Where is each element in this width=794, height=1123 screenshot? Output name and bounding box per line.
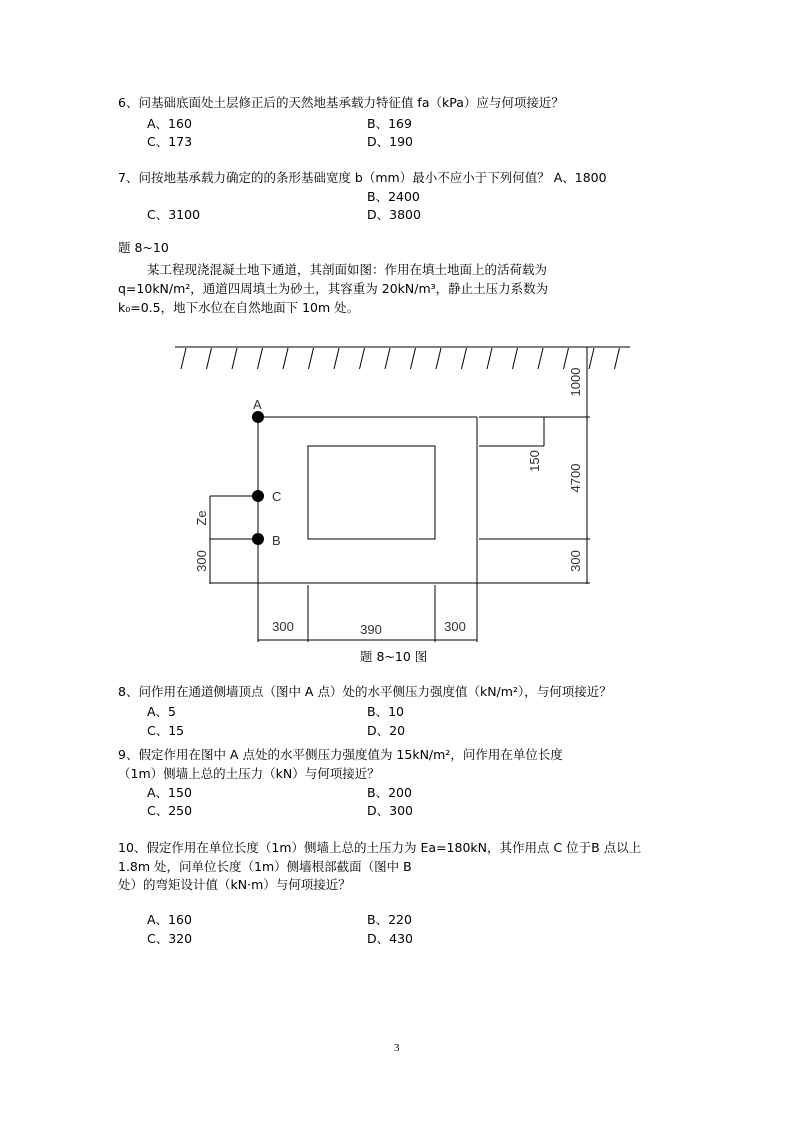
- label-a: A: [253, 397, 262, 412]
- dim-300-bottom-left: 300: [272, 619, 294, 634]
- question-9: （1m）侧墙上总的土压力（kN）与何项接近？: [118, 766, 380, 781]
- ground-hatch: [181, 348, 186, 369]
- intro-text: q=10kN/m²，通道四周填土为砂土，其容重为 20kN/m³，静止土压力系数为: [118, 281, 549, 296]
- option: C、250: [147, 803, 193, 818]
- dim-4700: 4700: [568, 463, 583, 493]
- dim-390: 390: [360, 622, 382, 637]
- dim-150: 150: [527, 450, 542, 472]
- option: B、220: [367, 912, 412, 927]
- ground-hatch: [411, 348, 416, 369]
- option: C、320: [147, 931, 193, 946]
- intro-text: k₀=0.5，地下水位在自然地面下 10m 处。: [118, 300, 360, 315]
- ground-hatch: [232, 348, 237, 369]
- question-10: 10、假定作用在单位长度（1m）侧墙上总的土压力为 Ea=180kN，其作用点 C 位于B 点以上: [118, 840, 642, 855]
- option: B、10: [367, 704, 404, 719]
- point-c-marker: [252, 490, 264, 502]
- section-title: 题 8~10: [118, 240, 169, 255]
- ground-hatch: [462, 348, 467, 369]
- option: D、300: [367, 803, 413, 818]
- ground-hatch: [258, 348, 263, 369]
- dim-ze: Ze: [194, 510, 209, 526]
- figure-caption: 题 8~10 图: [360, 649, 428, 664]
- page-number: 3: [394, 1042, 400, 1054]
- option: A、5: [147, 704, 177, 719]
- option: B、200: [367, 785, 412, 800]
- label-c: C: [272, 489, 282, 504]
- dim-1000: 1000: [568, 367, 583, 397]
- option: D、190: [367, 134, 413, 149]
- question-8: 8、问作用在通道侧墙顶点（图中 A 点）处的水平侧压力强度值（kN/m²），与何项接近？: [118, 684, 612, 699]
- question-6: 6、问基础底面处土层修正后的天然地基承载力特征值 fa（kPa）应与何项接近？: [118, 95, 564, 110]
- ground-hatch: [360, 348, 365, 369]
- ground-hatch: [334, 348, 339, 369]
- ground-hatch: [487, 348, 492, 369]
- ground-hatch: [615, 348, 620, 369]
- option: B、169: [367, 116, 412, 131]
- option: D、20: [367, 723, 406, 738]
- ground-hatch: [538, 348, 543, 369]
- question-10: 处）的弯矩设计值（kN·m）与何项接近？: [118, 877, 351, 892]
- point-b-marker: [252, 533, 264, 545]
- ground-hatch: [436, 348, 441, 369]
- option: C、15: [147, 723, 185, 738]
- dim-300-left: 300: [194, 550, 209, 572]
- option: D、430: [367, 931, 413, 946]
- option: A、160: [147, 912, 192, 927]
- option: C、173: [147, 134, 193, 149]
- question-9: 9、假定作用在图中 A 点处的水平侧压力强度值为 15kN/m²，问作用在单位长度: [118, 747, 563, 762]
- dim-300-bottom-right: 300: [444, 619, 466, 634]
- ground-hatch: [309, 348, 314, 369]
- ground-hatch: [513, 348, 518, 369]
- question-10: 1.8m 处，问单位长度（1m）侧墙根部截面（图中 B: [118, 859, 412, 874]
- ground-hatch: [564, 348, 569, 369]
- ground-hatch: [589, 348, 594, 369]
- dim-300-right: 300: [568, 550, 583, 572]
- ground-hatch: [385, 348, 390, 369]
- question-7: 7、问按地基承载力确定的的条形基础宽度 b（mm）最小不应小于下列何值？ A、1800: [118, 170, 607, 185]
- ground-hatch: [207, 348, 212, 369]
- option: C、3100: [147, 207, 201, 222]
- option: B、2400: [367, 189, 420, 204]
- label-b: B: [272, 533, 281, 548]
- option: D、3800: [367, 207, 421, 222]
- option: A、160: [147, 116, 192, 131]
- option: A、150: [147, 785, 192, 800]
- point-a-marker: [252, 411, 264, 423]
- intro-text: 某工程现浇混凝土地下通道，其剖面如图：作用在填土地面上的活荷载为: [147, 262, 548, 277]
- ground-hatch: [283, 348, 288, 369]
